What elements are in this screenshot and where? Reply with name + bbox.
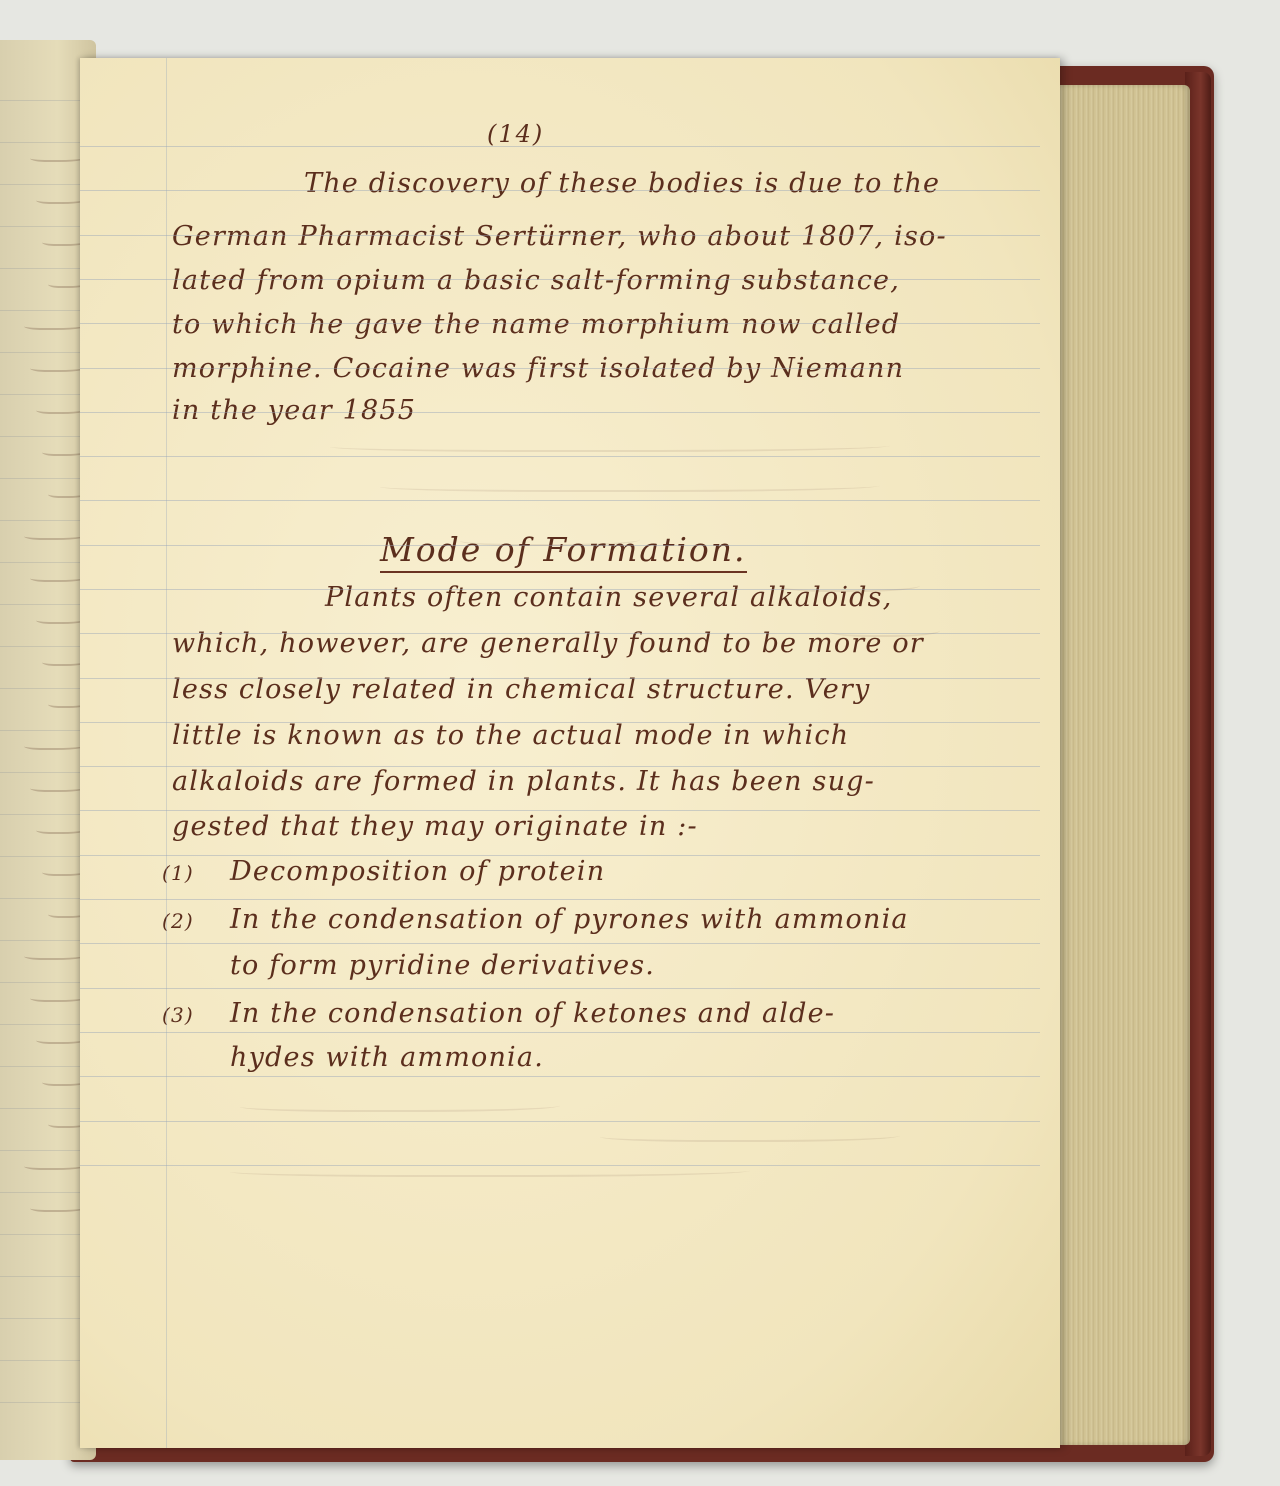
- ruled-line: [80, 678, 1040, 679]
- list-text: to form pyridine derivatives.: [230, 950, 656, 981]
- list-item: [80, 906, 1142, 933]
- list-text: Decomposition of protein: [230, 856, 606, 887]
- show-through-ink: [330, 438, 890, 452]
- margin-line: [166, 58, 167, 1448]
- list-text: hydes with ammonia.: [230, 1042, 544, 1073]
- list-item: [80, 858, 1142, 885]
- ruled-line: [80, 943, 1040, 944]
- show-through-ink: [230, 1163, 750, 1177]
- list-text: In the condensation of ketones and alde-: [230, 998, 836, 1029]
- ruled-line: [80, 1076, 1040, 1077]
- section-heading: Mode of Formation.: [380, 530, 747, 573]
- ruled-line: [80, 190, 1040, 191]
- ruled-line: [80, 279, 1040, 280]
- list-item-continuation: [80, 952, 1210, 979]
- text-line: less closely related in chemical structure. Very: [172, 674, 871, 705]
- ruled-line: [80, 323, 1040, 324]
- page-number: (14): [487, 120, 545, 148]
- ruled-line: [80, 855, 1040, 856]
- text-line: in the year 1855: [172, 395, 417, 426]
- text-line: gested that they may originate in :-: [172, 811, 698, 842]
- ruled-line: [80, 899, 1040, 900]
- text-line: The discovery of these bodies is due to the: [304, 168, 941, 199]
- show-through-ink: [830, 623, 940, 637]
- ruled-line: [80, 722, 1040, 723]
- ruled-line: [80, 235, 1040, 236]
- text-line: morphine. Cocaine was first isolated by Niemann: [172, 353, 905, 384]
- list-item-continuation: [80, 1044, 1210, 1071]
- ruled-line: [80, 500, 1040, 501]
- text-line: to which he gave the name morphium now called: [172, 309, 901, 340]
- ruled-line: [80, 1032, 1040, 1033]
- ruled-line: [80, 456, 1040, 457]
- show-through-ink: [600, 1128, 900, 1142]
- show-through-ink: [380, 478, 880, 492]
- ruled-line: [80, 988, 1040, 989]
- ruled-line: [80, 146, 1040, 147]
- ruled-line: [80, 412, 1040, 413]
- manuscript-page: [80, 58, 1060, 1448]
- ruled-line: [80, 810, 1040, 811]
- text-line: alkaloids are formed in plants. It has been sug-: [172, 766, 875, 797]
- text-line: lated from opium a basic salt-forming substance,: [172, 265, 900, 296]
- text-line: which, however, are generally found to be more or: [172, 628, 924, 659]
- show-through-ink: [780, 578, 920, 592]
- ruled-line: [80, 1121, 1040, 1122]
- list-marker: (3): [162, 1003, 194, 1027]
- list-marker: (2): [162, 909, 194, 933]
- text-line: little is known as to the actual mode in which: [172, 720, 850, 751]
- list-text: In the condensation of pyrones with ammonia: [230, 904, 909, 935]
- ruled-line: [80, 766, 1040, 767]
- show-through-ink: [240, 1098, 560, 1112]
- text-line: German Pharmacist Sertürner, who about 1807, iso-: [172, 221, 947, 252]
- list-marker: (1): [162, 861, 194, 885]
- text-line: Plants often contain several alkaloids,: [325, 582, 893, 613]
- ruled-line: [80, 368, 1040, 369]
- show-through-ink: [460, 532, 640, 546]
- list-item: [80, 1000, 1142, 1027]
